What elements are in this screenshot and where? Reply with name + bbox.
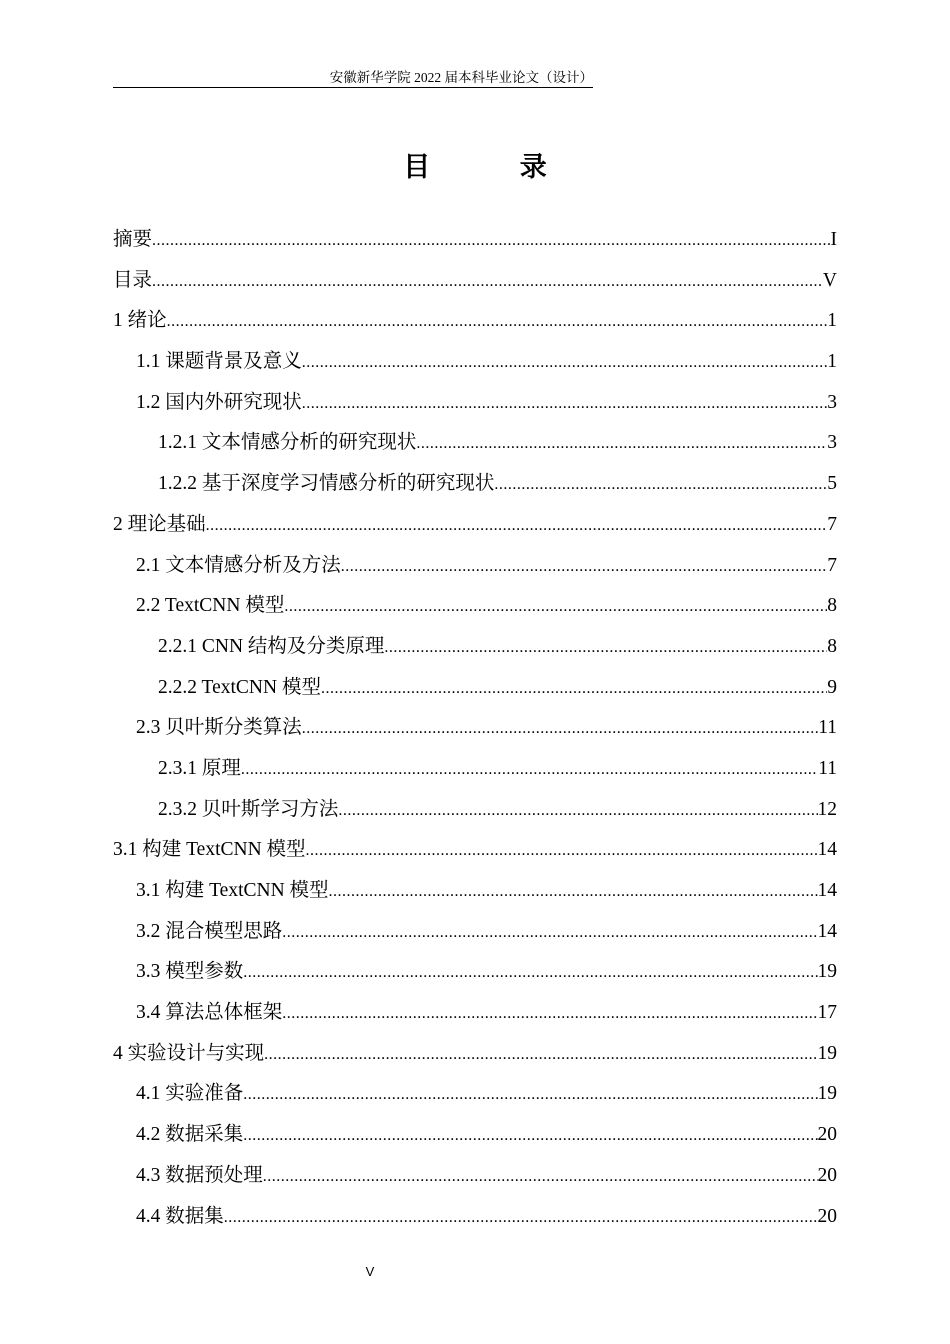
toc-entry-page: 1 — [827, 310, 837, 332]
toc-entry-label: 4.2 数据采集 — [136, 1124, 244, 1146]
toc-entry[interactable] — [113, 383, 837, 424]
toc-entry-page: 17 — [817, 1002, 837, 1024]
toc-entry[interactable] — [113, 912, 837, 953]
toc-entry-label: 2.3.1 原理 — [158, 757, 241, 779]
toc-entry[interactable] — [113, 301, 837, 342]
toc-entry-page: 19 — [817, 1083, 837, 1105]
toc-leader-dots — [282, 994, 817, 1035]
toc-entry[interactable] — [113, 220, 837, 261]
toc-entry-page: 12 — [817, 798, 837, 820]
toc-leader-dots — [302, 709, 818, 750]
toc-entry-page: 3 — [827, 391, 837, 413]
toc-entry-page: I — [830, 229, 837, 250]
toc-entry-page: 20 — [817, 1205, 837, 1227]
toc-leader-dots — [167, 302, 828, 343]
toc-leader-dots — [282, 913, 817, 954]
toc-leader-dots — [384, 628, 827, 669]
toc-entry-page: 11 — [818, 717, 837, 739]
toc-leader-dots — [284, 587, 827, 628]
toc-leader-dots — [243, 1116, 817, 1157]
toc-entry-label: 2.2.1 CNN 结构及分类原理 — [158, 635, 385, 657]
toc-entry-page: 9 — [827, 676, 837, 698]
toc-leader-dots — [263, 1157, 818, 1198]
toc-leader-dots — [341, 547, 827, 588]
toc-entry-label: 4 实验设计与实现 — [113, 1042, 265, 1064]
toc-entry-page: V — [822, 269, 837, 291]
toc-entry-label: 摘要 — [113, 229, 153, 250]
toc-entry-label: 3.1 构建 TextCNN 模型 — [136, 880, 329, 901]
toc-entry-page: 1 — [827, 351, 837, 373]
toc-entry[interactable] — [113, 830, 837, 871]
toc-entry[interactable] — [113, 464, 837, 505]
toc-entry-page: 8 — [827, 595, 837, 617]
toc-entry-label: 3.4 算法总体框架 — [136, 1002, 283, 1024]
toc-entry[interactable] — [113, 1197, 837, 1238]
toc-entry[interactable] — [113, 1034, 837, 1075]
toc-leader-dots — [241, 750, 818, 791]
toc-leader-dots — [338, 791, 817, 832]
toc-entry-page: 20 — [817, 1124, 837, 1146]
toc-entry-page: 14 — [817, 920, 837, 942]
toc-entry-label: 2.2.2 TextCNN 模型 — [158, 676, 321, 698]
toc-entry-label: 目录 — [113, 269, 153, 291]
toc-leader-dots — [321, 669, 827, 710]
toc-entry[interactable] — [113, 546, 837, 587]
header-text: 安徽新华学院 2022 届本科毕业论文（设计） — [329, 70, 593, 85]
toc-entry-label: 4.3 数据预处理 — [136, 1164, 263, 1186]
table-of-contents — [113, 220, 837, 1237]
toc-entry-page: 7 — [827, 554, 837, 576]
page-title: 目 录 — [403, 152, 587, 183]
toc-entry-page: 7 — [827, 513, 837, 535]
toc-entry-label: 2.3 贝叶斯分类算法 — [136, 717, 302, 739]
toc-leader-dots — [243, 1075, 817, 1116]
toc-leader-dots — [243, 953, 817, 994]
toc-entry[interactable] — [113, 1074, 837, 1115]
toc-entry[interactable] — [113, 586, 837, 627]
toc-entry[interactable] — [113, 423, 837, 464]
toc-leader-dots — [306, 831, 818, 872]
toc-entry-label: 2.3.2 贝叶斯学习方法 — [158, 798, 339, 820]
toc-entry[interactable] — [113, 1156, 837, 1197]
toc-entry-page: 14 — [817, 880, 837, 901]
toc-leader-dots — [494, 465, 827, 506]
toc-entry[interactable] — [113, 1115, 837, 1156]
toc-leader-dots — [152, 262, 823, 303]
toc-entry[interactable] — [113, 871, 837, 912]
toc-leader-dots — [206, 506, 828, 547]
toc-entry-label: 1.1 课题背景及意义 — [136, 351, 302, 373]
toc-entry[interactable] — [113, 261, 837, 302]
toc-entry-label: 3.1 构建 TextCNN 模型 — [113, 839, 306, 861]
toc-leader-dots — [264, 1035, 817, 1076]
toc-entry-label: 1.2.2 基于深度学习情感分析的研究现状 — [158, 473, 495, 495]
toc-entry-label: 2.1 文本情感分析及方法 — [136, 554, 341, 576]
toc-entry-label: 3.2 混合模型思路 — [136, 920, 283, 942]
toc-entry-page: 8 — [827, 635, 837, 657]
toc-leader-dots — [329, 872, 818, 913]
toc-entry[interactable] — [113, 708, 837, 749]
toc-entry-label: 4.4 数据集 — [136, 1205, 224, 1227]
toc-leader-dots — [302, 343, 827, 384]
toc-leader-dots — [152, 221, 830, 262]
toc-entry[interactable] — [113, 749, 837, 790]
toc-entry[interactable] — [113, 505, 837, 546]
toc-entry-page: 3 — [827, 432, 837, 454]
toc-entry[interactable] — [113, 790, 837, 831]
toc-entry-label: 1.2 国内外研究现状 — [136, 391, 302, 413]
toc-leader-dots — [416, 424, 827, 465]
toc-leader-dots — [302, 384, 827, 425]
toc-entry[interactable] — [113, 668, 837, 709]
toc-leader-dots — [224, 1198, 818, 1239]
toc-entry-label: 2 理论基础 — [113, 513, 206, 535]
toc-entry-page: 19 — [817, 1042, 837, 1064]
page-header — [113, 69, 593, 88]
toc-entry-label: 4.1 实验准备 — [136, 1083, 244, 1105]
toc-entry-page: 11 — [818, 757, 837, 779]
page-number: V — [365, 1264, 375, 1279]
toc-entry[interactable] — [113, 993, 837, 1034]
toc-entry[interactable] — [113, 952, 837, 993]
toc-entry[interactable] — [113, 342, 837, 383]
toc-entry-page: 14 — [817, 839, 837, 861]
toc-entry-page: 20 — [817, 1164, 837, 1186]
toc-entry-label: 1 绪论 — [113, 310, 167, 332]
toc-entry-label: 3.3 模型参数 — [136, 961, 244, 983]
toc-entry[interactable] — [113, 627, 837, 668]
toc-entry-label: 1.2.1 文本情感分析的研究现状 — [158, 432, 417, 454]
toc-entry-page: 5 — [827, 473, 837, 495]
toc-entry-page: 19 — [817, 961, 837, 983]
toc-entry-label: 2.2 TextCNN 模型 — [136, 595, 285, 617]
